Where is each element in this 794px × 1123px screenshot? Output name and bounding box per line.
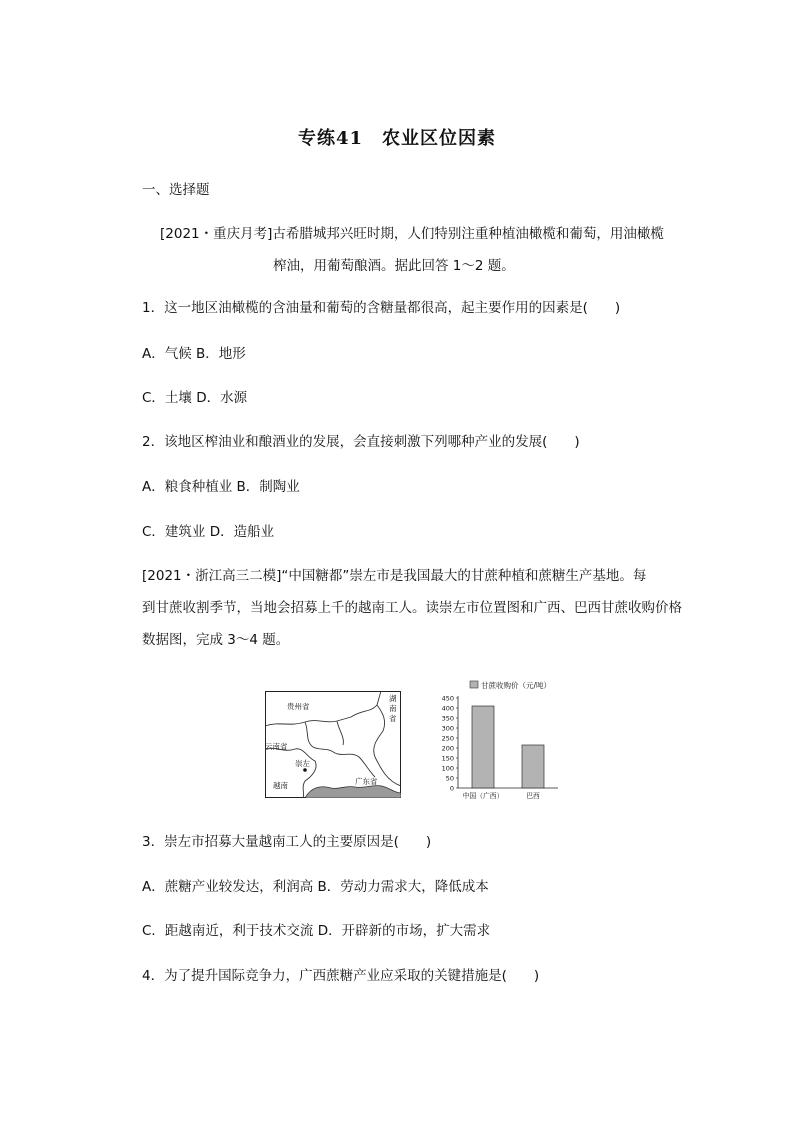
page-title: 专练41 农业区位因素 — [297, 128, 497, 149]
map-label-yunnan: 云南省 — [265, 742, 288, 751]
chongzuo-marker — [303, 768, 307, 772]
y-tick-label: 250 — [441, 734, 454, 743]
question-3-options-cd: C．距越南近，利于技术交流 D．开辟新的市场，扩大需求 — [142, 923, 491, 939]
intro-2-line-1: [2021・浙江高三二模]“中国糖都”崇左市是我国最大的甘蔗种植和蔗糖生产基地。每 — [142, 568, 647, 584]
question-2-options-ab: A．粮食种植业 B．制陶业 — [142, 479, 300, 495]
y-tick-label: 350 — [441, 714, 454, 723]
intro-1-line-2: 榨油，用葡萄酿酒。据此回答 1～2 题。 — [273, 258, 515, 274]
y-tick-label: 450 — [441, 694, 454, 703]
coast-sea — [305, 786, 401, 798]
question-1: 1．这一地区油橄榄的含油量和葡萄的含糖量都很高，起主要作用的因素是( ) — [142, 300, 621, 316]
legend-label: 甘蔗收购价（元/吨） — [481, 681, 552, 690]
map-label-hunan-1: 湖 — [389, 694, 397, 703]
bar — [522, 745, 544, 788]
intro-1-line-1: [2021・重庆月考]古希腊城邦兴旺时期，人们特别注重种植油橄榄和葡萄，用油橄榄 — [160, 226, 664, 242]
price-bar-chart — [430, 676, 570, 806]
y-tick-label: 0 — [449, 784, 454, 793]
legend-swatch — [470, 681, 478, 688]
question-2: 2．该地区榨油业和酿酒业的发展，会直接刺激下列哪种产业的发展( ) — [142, 434, 580, 450]
map-label-hunan-3: 省 — [389, 714, 397, 723]
y-tick-label: 300 — [441, 724, 454, 733]
y-tick-label: 400 — [441, 704, 454, 713]
x-tick-label: 巴西 — [526, 792, 540, 800]
y-tick-label: 200 — [441, 744, 454, 753]
intro-2-line-3: 数据图，完成 3～4 题。 — [142, 632, 290, 648]
intro-2-line-2: 到甘蔗收割季节，当地会招募上千的越南工人。读崇左市位置图和广西、巴西甘蔗收购价格 — [142, 600, 682, 616]
y-tick-label: 100 — [441, 764, 454, 773]
section-heading: 一、选择题 — [142, 182, 210, 198]
map-label-chongzuo: 崇左 — [295, 759, 310, 768]
y-tick-label: 50 — [445, 774, 454, 783]
map-label-guangdong: 广东省 — [355, 777, 378, 786]
location-map — [265, 691, 401, 798]
map-label-guizhou: 贵州省 — [287, 702, 310, 711]
map-label-vietnam: 越南 — [273, 781, 288, 790]
map-label-hunan-2: 南 — [389, 704, 397, 713]
question-2-options-cd: C．建筑业 D．造船业 — [142, 524, 275, 540]
question-3: 3．崇左市招募大量越南工人的主要原因是( ) — [142, 834, 432, 850]
question-1-options-ab: A．气候 B．地形 — [142, 346, 246, 362]
question-4: 4．为了提升国际竞争力，广西蔗糖产业应采取的关键措施是( ) — [142, 968, 540, 984]
y-tick-label: 150 — [441, 754, 454, 763]
bar — [472, 706, 494, 788]
question-3-options-ab: A．蔗糖产业较发达，利润高 B．劳动力需求大，降低成本 — [142, 879, 489, 895]
question-1-options-cd: C．土壤 D．水源 — [142, 390, 248, 406]
x-tick-label: 中国（广西） — [462, 792, 504, 800]
